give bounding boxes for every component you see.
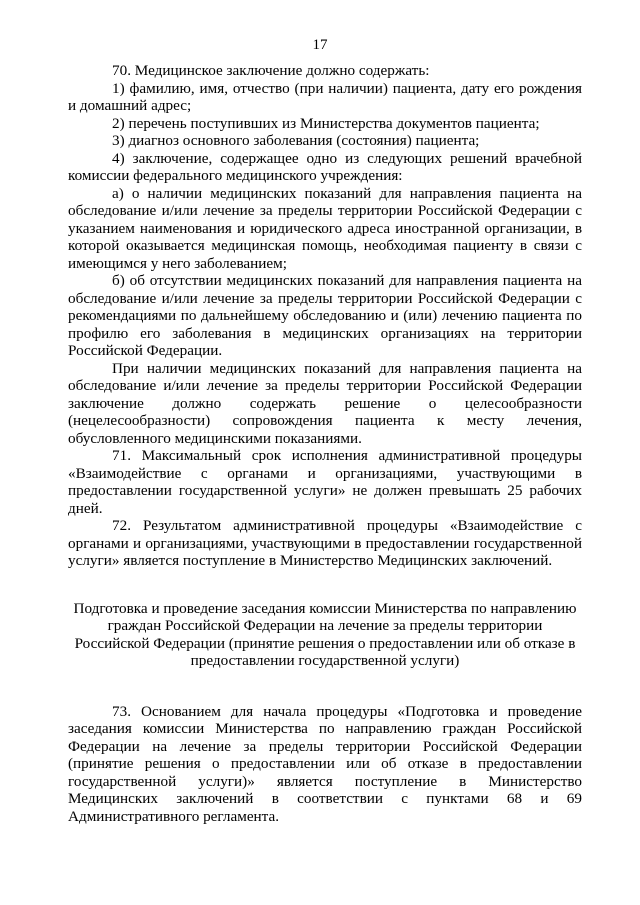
para-70-item-4b: б) об отсутствии медицинских показаний для направления пациента на обследование и/или лечение за пределы территории Российской Федерации с рекомендациями по дальнейшему обследованию и (или) лечению пациента по профилю его заболевания в медицинских организациях на территории Российской Федерации. [68, 272, 582, 359]
para-70-escort: При наличии медицинских показаний для направления пациента на обследование и/или лечение за пределы территории Российской Федерации заключение должно содержать решение о целесообразности (нецелесообразности) сопровождения пациента к месту лечения, обусловленного медицинскими показаниями. [68, 359, 582, 447]
page-number: 17 [312, 37, 328, 53]
para-73: 73. Основанием для начала процедуры «Подготовка и проведение заседания комиссии Министерства по направлению граждан Российской Федерации на лечение за пределы территории Российской Федерации (принятие решения о предоставлении или об отказе в предоставлении государственной услуги)» является поступление в Министерство Медицинских заключений в соответствии с пунктами 68 и 69 Административного регламента. [68, 702, 582, 825]
section-heading: Подготовка и проведение заседания комиссии Министерства по направлению граждан Российской Федерации на лечение за пределы территории Российской Федерации (принятие решения о предоставлении или об отказе в предоставлении государственной услуги) [73, 599, 577, 669]
para-70-item-4a: а) о наличии медицинских показаний для направления пациента на обследование и/или лечение за пределы территории Российской Федерации с указанием наименования и юридического адреса иностранной организации, в которой оказывается медицинская помощь, необходимая пациенту в связи с имеющимся у него заболеванием; [68, 184, 582, 272]
para-70-item-4: 4) заключение, содержащее одно из следующих решений врачебной комиссии федерального медицинского учреждения: [68, 149, 582, 184]
para-71: 71. Максимальный срок исполнения административной процедуры «Взаимодействие с органами и организациями, участвующими в предоставлении государственной услуги» не должен превышать 25 рабочих дней. [68, 447, 582, 517]
paragraph-group [68, 62, 582, 570]
para-72: 72. Результатом административной процедуры «Взаимодействие с органами и организациями, участвующими в предоставлении государственной услуги» является поступление в Министерство Медицинских заключений. [68, 517, 582, 569]
para-70-item-1: 1) фамилию, имя, отчество (при наличии) пациента, дату его рождения и домашний адрес; [68, 79, 582, 114]
para-70-item-3: 3) диагноз основного заболевания (состояния) пациента; [112, 132, 480, 149]
document-body [68, 62, 582, 825]
para-70-intro: 70. Медицинское заключение должно содержать: [112, 62, 430, 79]
para-70-item-2: 2) перечень поступивших из Министерства документов пациента; [112, 114, 540, 132]
